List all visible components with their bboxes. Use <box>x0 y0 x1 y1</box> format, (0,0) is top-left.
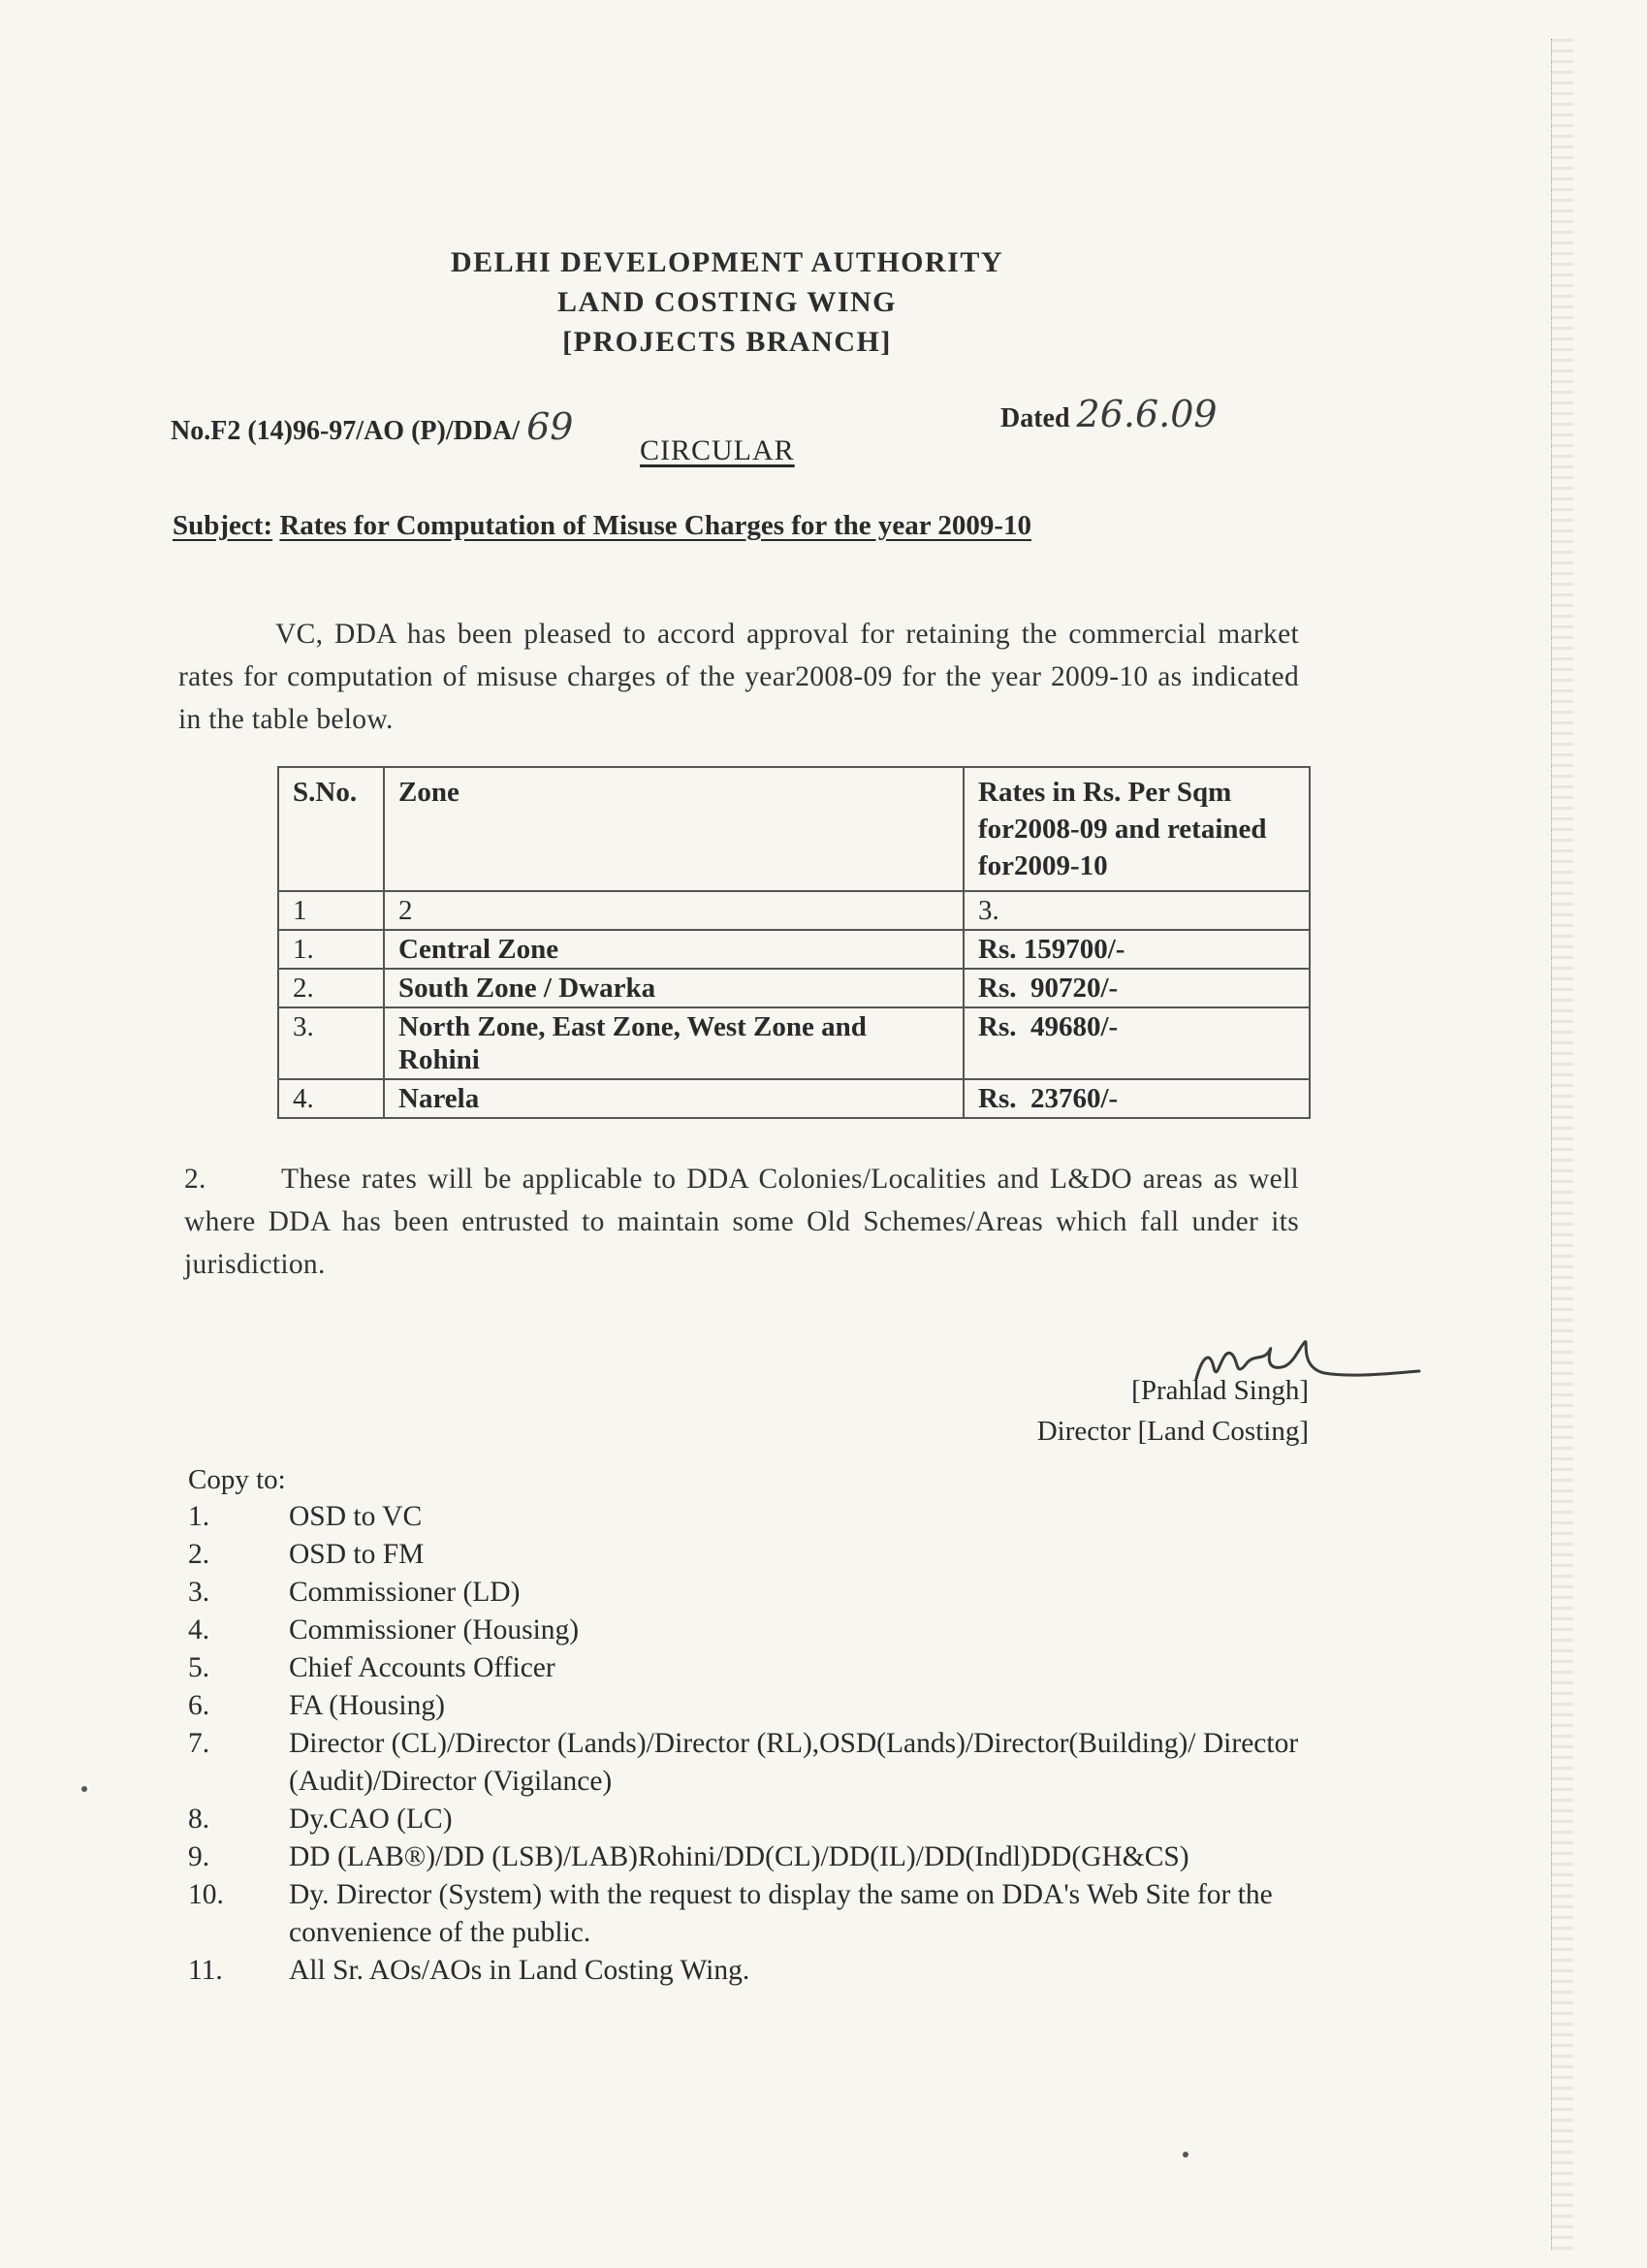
wing-name: LAND COSTING WING <box>556 286 897 318</box>
list-item-text: Dy. Director (System) with the request to display the same on DDA's Web Site for the convenience of the public. <box>289 1879 1273 1948</box>
list-item-number: 1. <box>188 1501 210 1532</box>
row-zone: Narela <box>384 1079 964 1118</box>
copy-to-title: Copy to: <box>188 1464 286 1495</box>
org-name: DELHI DEVELOPMENT AUTHORITY <box>450 246 1004 278</box>
list-item-text: OSD to VC <box>289 1501 423 1532</box>
row-sno: 2. <box>278 969 384 1007</box>
list-item-number: 2. <box>188 1539 210 1570</box>
header-zone: Zone <box>384 767 964 891</box>
list-item-number: 10. <box>188 1879 224 1910</box>
list-item <box>188 1649 1332 1687</box>
table-row <box>278 930 1310 969</box>
list-item-number: 6. <box>188 1690 210 1721</box>
list-item-text: OSD to FM <box>289 1539 425 1570</box>
index-cell: 1 <box>278 891 384 930</box>
list-item-text: Chief Accounts Officer <box>289 1652 555 1683</box>
list-item <box>188 1574 1332 1612</box>
list-item-number: 4. <box>188 1614 210 1645</box>
list-item-text: Commissioner (Housing) <box>289 1614 580 1645</box>
copy-to-list <box>188 1498 1332 1990</box>
date-line <box>1000 393 1218 435</box>
row-rate: Rs. 49680/- <box>964 1007 1310 1079</box>
scan-speck <box>81 1786 87 1792</box>
header-rates: Rates in Rs. Per Sqm for2008-09 and retained for2009-10 <box>964 767 1310 891</box>
paragraph-number: 2. <box>184 1164 206 1195</box>
row-zone: North Zone, East Zone, West Zone and Rohini <box>384 1007 964 1079</box>
branch-name: [PROJECTS BRANCH] <box>562 326 892 358</box>
list-item-number: 8. <box>188 1804 210 1835</box>
subject-label: Subject: <box>173 510 273 541</box>
scanned-page-edge <box>1551 39 1573 2250</box>
signatory-name: [Prahlad Singh] <box>1131 1375 1309 1406</box>
list-item-number: 11. <box>188 1955 223 1986</box>
reference-number <box>171 405 573 448</box>
list-item <box>188 1536 1332 1574</box>
applicability-text: These rates will be applicable to DDA Colonies/Localities and L&DO areas as well where DDA has been entrusted to maintain some Old Schemes/Areas which fall under its jurisdiction. <box>184 1164 1299 1280</box>
row-sno: 4. <box>278 1079 384 1118</box>
scan-speck <box>1183 2152 1188 2157</box>
index-cell: 2 <box>384 891 964 930</box>
signatory-block <box>989 1370 1309 1452</box>
subject-line <box>173 510 1031 542</box>
list-item-number: 9. <box>188 1841 210 1872</box>
list-item <box>188 1838 1332 1876</box>
row-rate: Rs. 23760/- <box>964 1079 1310 1118</box>
list-item <box>188 1876 1332 1952</box>
date-handwritten: 26.6.09 <box>1076 393 1218 435</box>
document-type: CIRCULAR <box>640 434 795 466</box>
list-item <box>188 1687 1332 1725</box>
subject-text: Rates for Computation of Misuse Charges for the year 2009-10 <box>279 510 1032 541</box>
list-item-number: 5. <box>188 1652 210 1683</box>
row-zone: Central Zone <box>384 930 964 969</box>
list-item-text: DD (LAB®)/DD (LSB)/LAB)Rohini/DD(CL)/DD(IL)/DD(Indl)DD(GH&CS) <box>289 1841 1189 1872</box>
list-item <box>188 1952 1332 1990</box>
table-header-row <box>278 767 1310 891</box>
row-sno: 3. <box>278 1007 384 1079</box>
list-item <box>188 1498 1332 1536</box>
row-rate: Rs. 159700/- <box>964 930 1310 969</box>
list-item-text: Commissioner (LD) <box>289 1577 521 1608</box>
letterhead <box>349 242 1105 362</box>
list-item-number: 7. <box>188 1728 210 1759</box>
list-item-number: 3. <box>188 1577 210 1608</box>
list-item-text: Director (CL)/Director (Lands)/Director (RL),OSD(Lands)/Director(Building)/ Director (Audit)/Director (Vigilance) <box>289 1728 1299 1797</box>
table-row <box>278 969 1310 1007</box>
table-row <box>278 1079 1310 1118</box>
list-item-text: All Sr. AOs/AOs in Land Costing Wing. <box>289 1955 750 1986</box>
list-item <box>188 1725 1332 1801</box>
index-cell: 3. <box>964 891 1310 930</box>
rates-table <box>277 766 1311 1119</box>
approval-paragraph: VC, DDA has been pleased to accord approval for retaining the commercial market rates for computation of misuse charges of the year2008-09 for the year 2009-10 as indicated in the table below. <box>178 619 1299 735</box>
header-sno: S.No. <box>278 767 384 891</box>
reference-number-text: No.F2 (14)96-97/AO (P)/DDA/ <box>171 416 521 446</box>
row-rate: Rs. 90720/- <box>964 969 1310 1007</box>
list-item-text: Dy.CAO (LC) <box>289 1804 453 1835</box>
reference-handwritten: 69 <box>526 405 574 448</box>
row-sno: 1. <box>278 930 384 969</box>
list-item <box>188 1801 1332 1838</box>
table-index-row <box>278 891 1310 930</box>
table-row <box>278 1007 1310 1079</box>
signatory-designation: Director [Land Costing] <box>1036 1416 1309 1447</box>
row-zone: South Zone / Dwarka <box>384 969 964 1007</box>
list-item-text: FA (Housing) <box>289 1690 445 1721</box>
dated-label: Dated <box>1000 403 1070 433</box>
list-item <box>188 1612 1332 1649</box>
applicability-paragraph <box>184 1158 1299 1286</box>
